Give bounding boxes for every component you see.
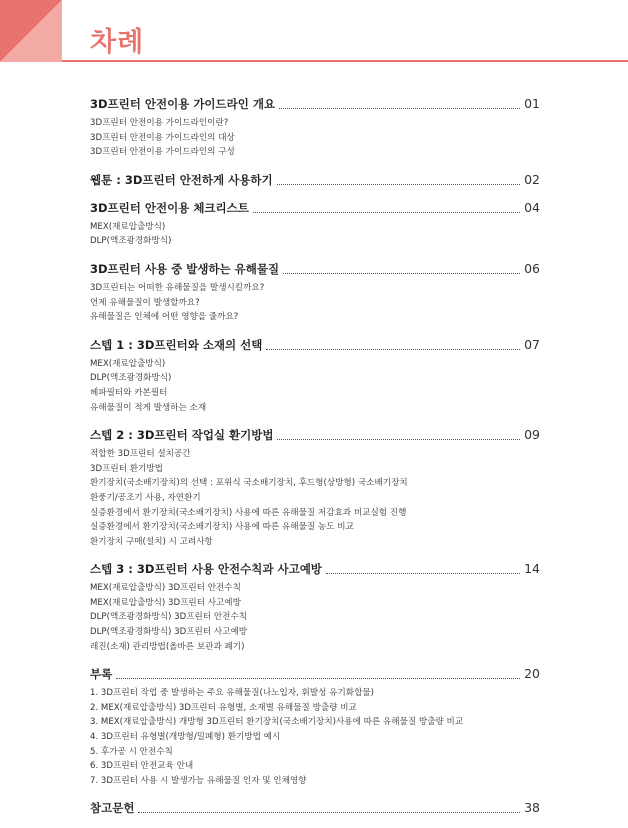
section-page-number: 09 — [524, 427, 540, 443]
toc-section — [90, 261, 540, 325]
subsection-item[interactable]: DLP(액조광경화방식) — [90, 236, 172, 247]
table-of-contents — [90, 96, 540, 828]
section-page-number: 06 — [524, 260, 540, 276]
dot-leader — [253, 212, 520, 213]
subsection-item[interactable]: 실증환경에서 환기장치(국소배기장치) 사용에 따른 유해물질 농도 비교 — [90, 522, 354, 533]
subsection-list — [90, 116, 540, 160]
subsection-item[interactable]: 적합한 3D프린터 설치공간 — [90, 449, 191, 460]
subsection-list — [90, 447, 540, 549]
subsection-item[interactable]: DLP(액조광경화방식) 3D프린터 사고예방 — [90, 627, 248, 638]
section-page-number: 38 — [524, 800, 540, 816]
toc-section — [90, 800, 540, 816]
subsection-item[interactable]: MEX(재료압출방식) 3D프린터 사고예방 — [90, 597, 241, 608]
dot-leader — [116, 678, 520, 679]
section-title: 스텝 3 : 3D프린터 사용 안전수칙과 사고예방 — [90, 562, 322, 577]
subsection-item[interactable]: 헤파필터와 카본필터 — [90, 387, 168, 398]
corner-tab-decoration — [0, 0, 62, 62]
subsection-item[interactable]: 6. 3D프린터 안전교육 안내 — [90, 761, 194, 772]
subsection-list — [90, 357, 540, 415]
toc-section-heading[interactable] — [90, 561, 540, 577]
toc-section — [90, 561, 540, 654]
subsection-item[interactable]: 3D프린터 안전이용 가이드라인의 대상 — [90, 132, 235, 143]
toc-section — [90, 172, 540, 188]
section-page-number: 14 — [524, 561, 540, 577]
subsection-item[interactable]: 환기장치 구매(설치) 시 고려사항 — [90, 536, 213, 547]
section-title: 참고문헌 — [90, 801, 135, 816]
subsection-item[interactable]: 환풍기/공조기 사용, 자연환기 — [90, 492, 201, 503]
toc-section-heading[interactable] — [90, 666, 540, 682]
subsection-item[interactable]: 환기장치(국소배기장치)의 선택 : 포위식 국소배기장치, 후드형(상방형) 국소배기장치 — [90, 478, 408, 489]
section-title: 3D프린터 안전이용 가이드라인 개요 — [90, 97, 276, 111]
dot-leader — [283, 273, 520, 274]
subsection-item[interactable]: 3D프린터 안전이용 가이드라인의 구성 — [90, 147, 235, 158]
toc-section-heading[interactable] — [90, 261, 540, 277]
section-title: 스텝 2 : 3D프린터 작업실 환기방법 — [90, 428, 274, 443]
section-page-number: 07 — [524, 336, 540, 352]
section-page-number: 02 — [524, 171, 540, 187]
subsection-item[interactable]: MEX(재료압출방식) — [90, 221, 166, 232]
section-title: 부록 — [90, 667, 113, 682]
section-title: 웹툰 : 3D프린터 안전하게 사용하기 — [90, 172, 273, 187]
toc-section — [90, 337, 540, 415]
toc-section — [90, 666, 540, 788]
toc-section-heading[interactable] — [90, 200, 540, 216]
toc-section-heading[interactable] — [90, 427, 540, 443]
subsection-item[interactable]: 4. 3D프린터 유형별(개방형/밀폐형) 환기방법 예시 — [90, 732, 281, 743]
subsection-item[interactable]: 언제 유해물질이 발생할까요? — [90, 297, 200, 308]
toc-section-heading[interactable] — [90, 800, 540, 816]
subsection-item[interactable]: MEX(재료압출방식) 3D프린터 안전수칙 — [90, 583, 241, 594]
subsection-list — [90, 220, 540, 249]
section-page-number: 01 — [524, 96, 540, 111]
toc-section — [90, 427, 540, 549]
dot-leader — [277, 439, 520, 440]
subsection-item[interactable]: 유해물질은 인체에 어떤 영향을 줄까요? — [90, 312, 239, 323]
subsection-item[interactable]: DLP(액조광경화방식) — [90, 373, 172, 384]
section-title: 3D프린터 사용 중 발생하는 유해물질 — [90, 261, 280, 276]
subsection-list — [90, 581, 540, 654]
dot-leader — [138, 812, 520, 813]
dot-leader — [326, 573, 520, 574]
toc-section — [90, 96, 540, 160]
subsection-item[interactable]: 3. MEX(재료압출방식) 개방형 3D프린터 환기장치(국소배기장치)사용에 따른 유해물질 방출량 비교 — [90, 717, 464, 728]
toc-section-heading[interactable] — [90, 337, 540, 353]
subsection-item[interactable]: 3D프린터는 어떠한 유해물질을 발생시킬까요? — [90, 282, 265, 293]
subsection-item[interactable]: 1. 3D프린터 작업 중 발생하는 주요 유해물질(나노입자, 휘발성 유기화합물) — [90, 688, 375, 699]
subsection-item[interactable]: 2. MEX(재료압출방식) 3D프린터 유형별, 소재별 유해물질 방출량 비교 — [90, 702, 357, 713]
subsection-item[interactable]: 3D프린터 안전이용 가이드라인이란? — [90, 118, 229, 128]
subsection-item[interactable]: DLP(액조광경화방식) 3D프린터 안전수칙 — [90, 612, 248, 623]
subsection-item[interactable]: 7. 3D프린터 사용 시 발생가능 유해물질 인자 및 인체영향 — [90, 775, 307, 786]
toc-section — [90, 200, 540, 249]
dot-leader — [266, 349, 520, 350]
subsection-item[interactable]: 유해물질이 적게 발생하는 소재 — [90, 402, 207, 413]
dot-leader — [279, 108, 520, 109]
subsection-item[interactable]: MEX(재료압출방식) — [90, 358, 166, 369]
subsection-item[interactable]: 레진(소재) 관리방법(올바른 보관과 폐기) — [90, 641, 245, 652]
section-title: 3D프린터 안전이용 체크리스트 — [90, 200, 249, 215]
subsection-list — [90, 281, 540, 325]
section-page-number: 20 — [524, 666, 540, 682]
toc-section-heading[interactable] — [90, 96, 540, 112]
page-title: 차례 — [90, 27, 145, 58]
title-rule — [62, 60, 628, 62]
subsection-item[interactable]: 5. 후가공 시 안전수칙 — [90, 746, 173, 757]
section-page-number: 04 — [524, 199, 540, 215]
subsection-list — [90, 686, 540, 788]
subsection-item[interactable]: 실증환경에서 환기장치(국소배기장치) 사용에 따른 유해물질 저감효과 비교실험 진행 — [90, 507, 407, 518]
toc-section-heading[interactable] — [90, 172, 540, 188]
subsection-item[interactable]: 3D프린터 환기방법 — [90, 463, 163, 474]
section-title: 스텝 1 : 3D프린터와 소재의 선택 — [90, 337, 263, 352]
dot-leader — [277, 184, 521, 185]
